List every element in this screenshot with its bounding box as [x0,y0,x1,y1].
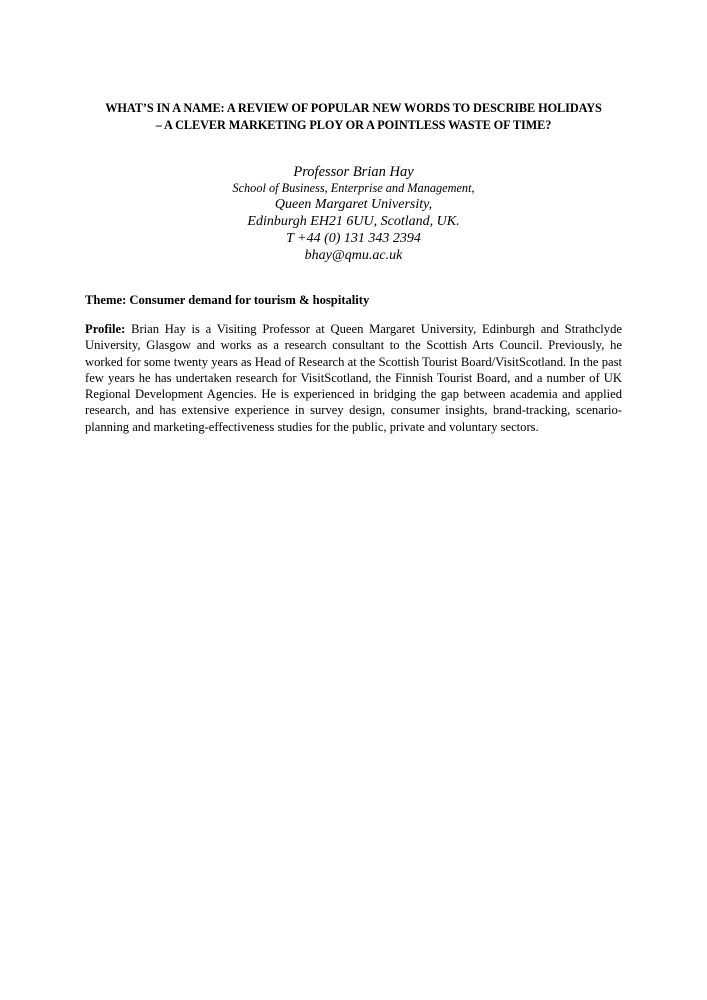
author-email: bhay@qmu.ac.uk [304,248,403,263]
profile-paragraph [85,321,622,435]
author-phone: T +44 (0) 131 343 2394 [286,231,421,246]
theme-heading: Theme: Consumer demand for tourism & hospitality [85,293,370,307]
profile-label: Profile: [85,322,126,336]
author-address: Edinburgh EH21 6UU, Scotland, UK. [247,214,460,229]
author-block [60,164,647,264]
title-line-1: WHAT’S IN A NAME: A REVIEW OF POPULAR NEW WORDS TO DESCRIBE HOLIDAYS [105,101,602,115]
title-line-2: – A CLEVER MARKETING PLOY OR A POINTLESS WASTE OF TIME? [155,118,552,132]
document-title [60,100,647,134]
author-university: Queen Margaret University, [274,197,433,212]
author-name: Professor Brian Hay [293,164,414,180]
author-school: School of Business, Enterprise and Management, [232,181,475,195]
profile-text: Brian Hay is a Visiting Professor at Queen Margaret University, Edinburgh and Strathclyde University, Glasgow and works as a research consultant to the Scottish Arts Council. Previously, he worked for some twenty years as Head of Research at the Scottish Tourist Board/VisitScotland. In the past few years he has undertaken research for VisitScotland, the Finnish Tourist Board, and a number of UK Regional Development Agencies. He is experienced in bridging the gap between academia and applied research, and has extensive experience in survey design, consumer insights, brand-tracking, scenario-planning and marketing-effectiveness studies for the public, private and voluntary sectors. [85,322,622,434]
